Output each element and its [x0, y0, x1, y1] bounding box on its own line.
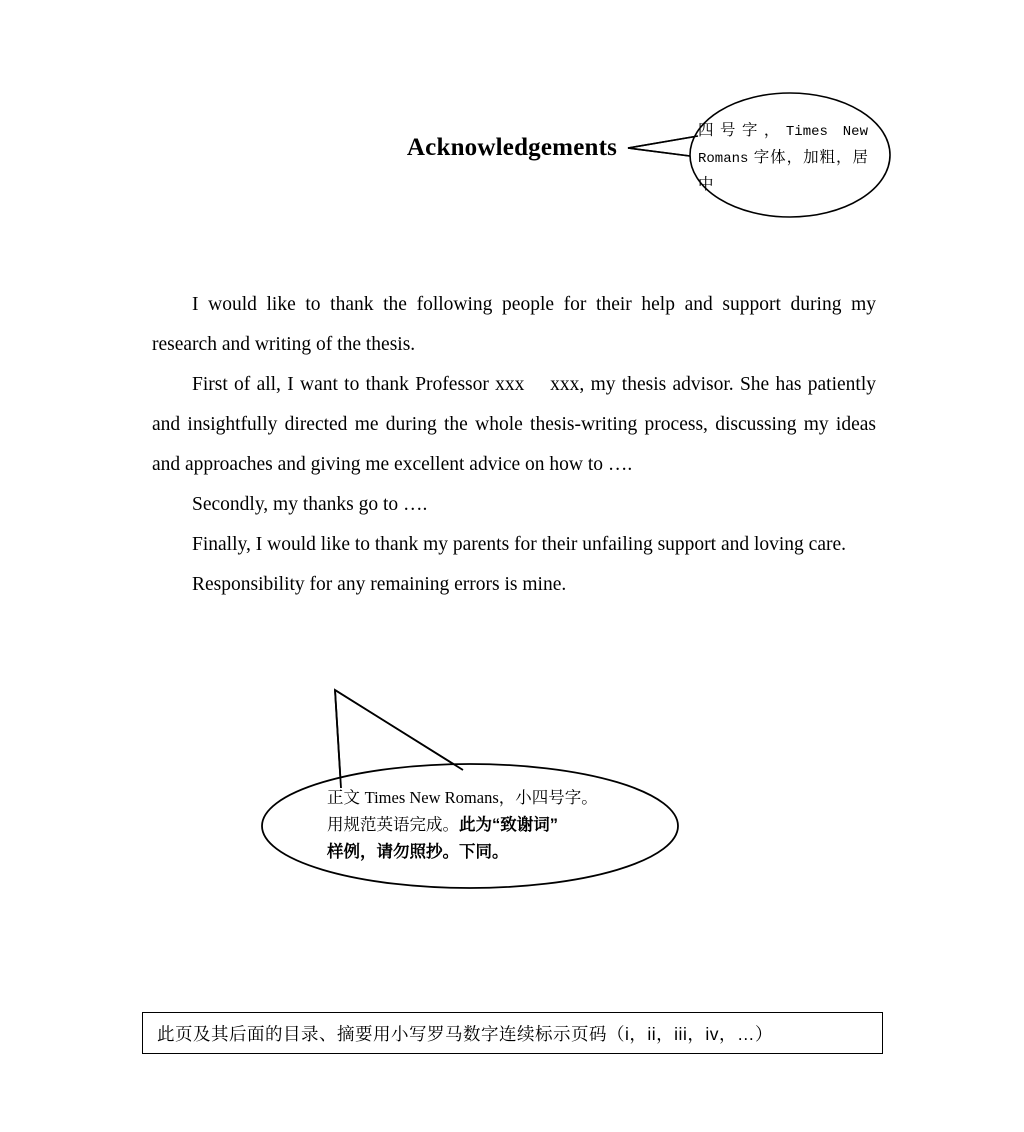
callout-top-text: [698, 118, 868, 198]
callout-title-format: [620, 78, 910, 228]
callout-body-format: [255, 684, 695, 909]
callout-bottom-line3: 样例，请勿照抄。下同。: [327, 843, 509, 861]
paragraph-5: Responsibility for any remaining errors is mine.: [192, 574, 567, 595]
page-title: Acknowledgements: [406, 134, 618, 161]
paragraph-2: First of all, I want to thank Professor xxx xxx, my thesis advisor. She has patiently and insightfully directed me during the whole thesis-writing process, discussing my ideas and approaches and giving me excellent advice on how to ….: [152, 374, 876, 475]
callout-bottom-line1-suffix: ，小四号字。: [498, 789, 598, 807]
paragraph-3: Secondly, my thanks go to ….: [192, 494, 428, 515]
callout-bottom-font-name: Times New Romans: [364, 788, 499, 807]
callout-top-line1: 四号字，: [698, 122, 786, 139]
callout-top-line2: 字体，加粗，居中: [698, 149, 868, 193]
callout-bottom-line1: [327, 784, 657, 812]
paragraph-1: I would like to thank the following people for their help and support during my research and writing of the thesis.: [152, 294, 876, 355]
callout-bottom-text: [327, 784, 657, 866]
footer-note-box: [142, 1012, 883, 1054]
callout-bottom-line2-bold: 此为“致谢词”: [459, 816, 558, 834]
callout-bottom-line2: [327, 812, 657, 839]
paragraph-4: Finally, I would like to thank my parents for their unfailing support and loving care.: [192, 534, 847, 555]
document-body: [152, 285, 876, 605]
callout-top-font-name: Times New Romans: [698, 124, 868, 167]
callout-bottom-line2-normal: 用规范英语完成。: [327, 816, 459, 834]
footer-note-text: 此页及其后面的目录、摘要用小写罗马数字连续标示页码（i，ii，iii，iv，…）: [157, 1023, 773, 1044]
callout-bottom-line1-prefix: 正文: [327, 789, 365, 807]
